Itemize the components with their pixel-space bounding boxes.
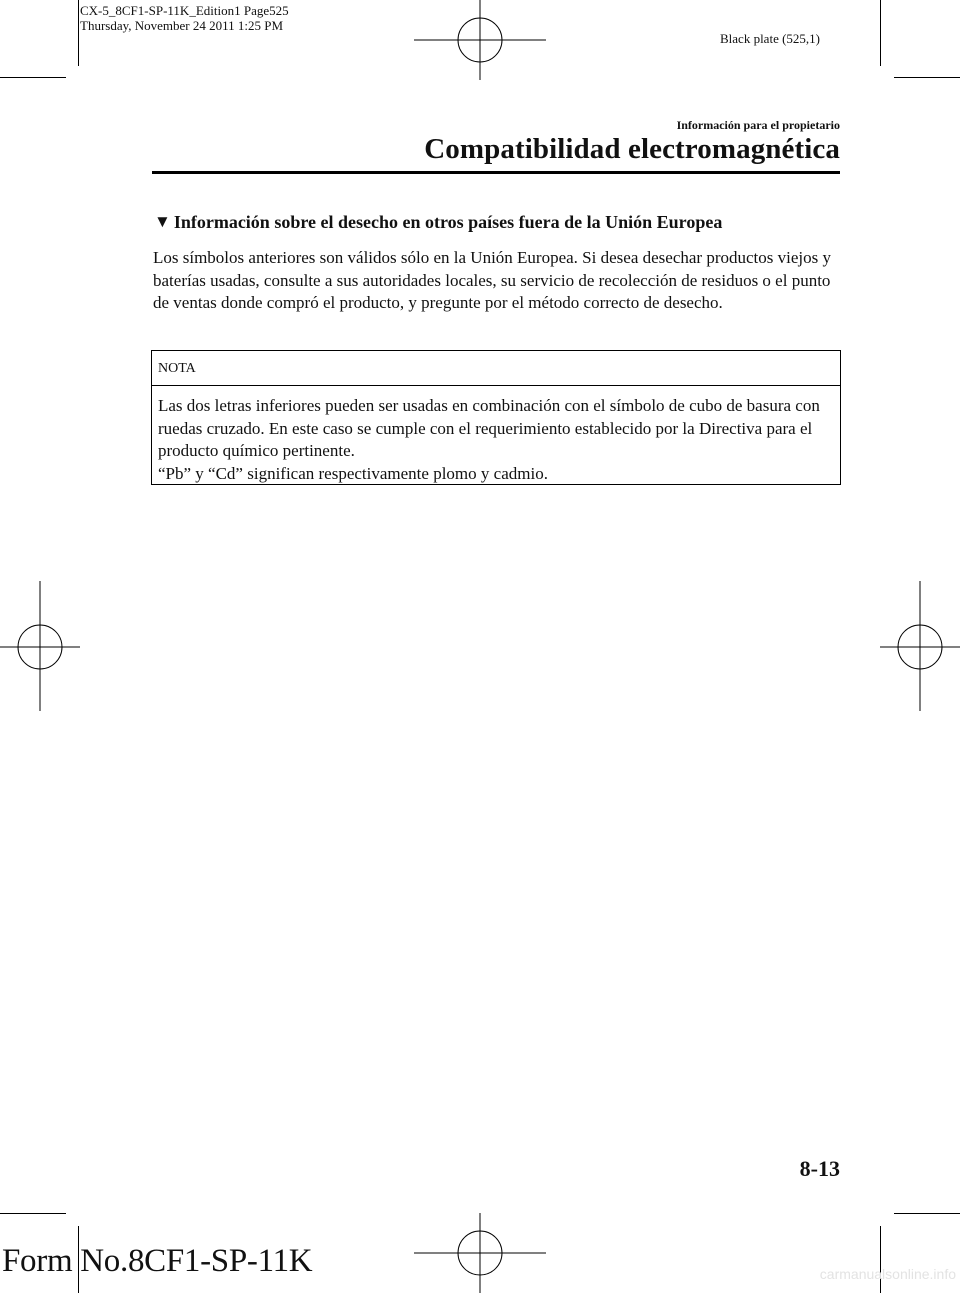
- crop-mark: [894, 1213, 960, 1214]
- form-number: Form No.8CF1-SP-11K: [2, 1243, 313, 1279]
- section-label: Información para el propietario: [676, 118, 840, 132]
- crop-mark: [880, 1226, 881, 1293]
- section-heading: [154, 212, 722, 233]
- triangle-down-icon: ▼: [154, 212, 171, 231]
- note-box: [151, 350, 841, 485]
- crop-mark: [894, 77, 960, 78]
- body-paragraph: Los símbolos anteriores son válidos sólo en la Unión Europea. Si desea desechar productos viejos y baterías usadas, consulte a sus autoridades locales, su servicio de recolección de residuos o el punto de ventas donde compró el producto, y pregunte por el método correcto de desecho.: [153, 248, 831, 312]
- print-date-line: Thursday, November 24 2011 1:25 PM: [80, 18, 284, 33]
- note-text-2: “Pb” y “Cd” significan respectivamente plomo y cadmio.: [158, 463, 548, 483]
- note-body: [152, 386, 840, 485]
- crop-mark: [0, 1213, 66, 1214]
- crop-mark: [880, 0, 881, 66]
- print-slug: [80, 3, 289, 33]
- crop-mark: [0, 77, 66, 78]
- registration-mark-bottom: [414, 1213, 546, 1293]
- title-rule: [152, 171, 840, 174]
- registration-mark-right: [880, 581, 960, 711]
- crop-mark: [78, 0, 79, 66]
- section-heading-text: Información sobre el desecho en otros países fuera de la Unión Europea: [173, 212, 723, 232]
- note-text: Las dos letras inferiores pueden ser usadas en combinación con el símbolo de cubo de basura con ruedas cruzado. En este caso se cumple con el requerimiento establecido por la Directiva para el producto químico pertinente.: [158, 396, 820, 460]
- watermark: carmanualsonline.info: [819, 1266, 956, 1282]
- page-number: 8-13: [799, 1156, 840, 1181]
- note-title: NOTA: [152, 351, 840, 386]
- print-file-line: CX-5_8CF1-SP-11K_Edition1 Page525: [80, 3, 289, 18]
- chapter-title: Compatibilidad electromagnética: [424, 133, 840, 165]
- plate-label: Black plate (525,1): [720, 31, 820, 46]
- registration-mark-top: [414, 0, 546, 80]
- registration-mark-left: [0, 581, 80, 711]
